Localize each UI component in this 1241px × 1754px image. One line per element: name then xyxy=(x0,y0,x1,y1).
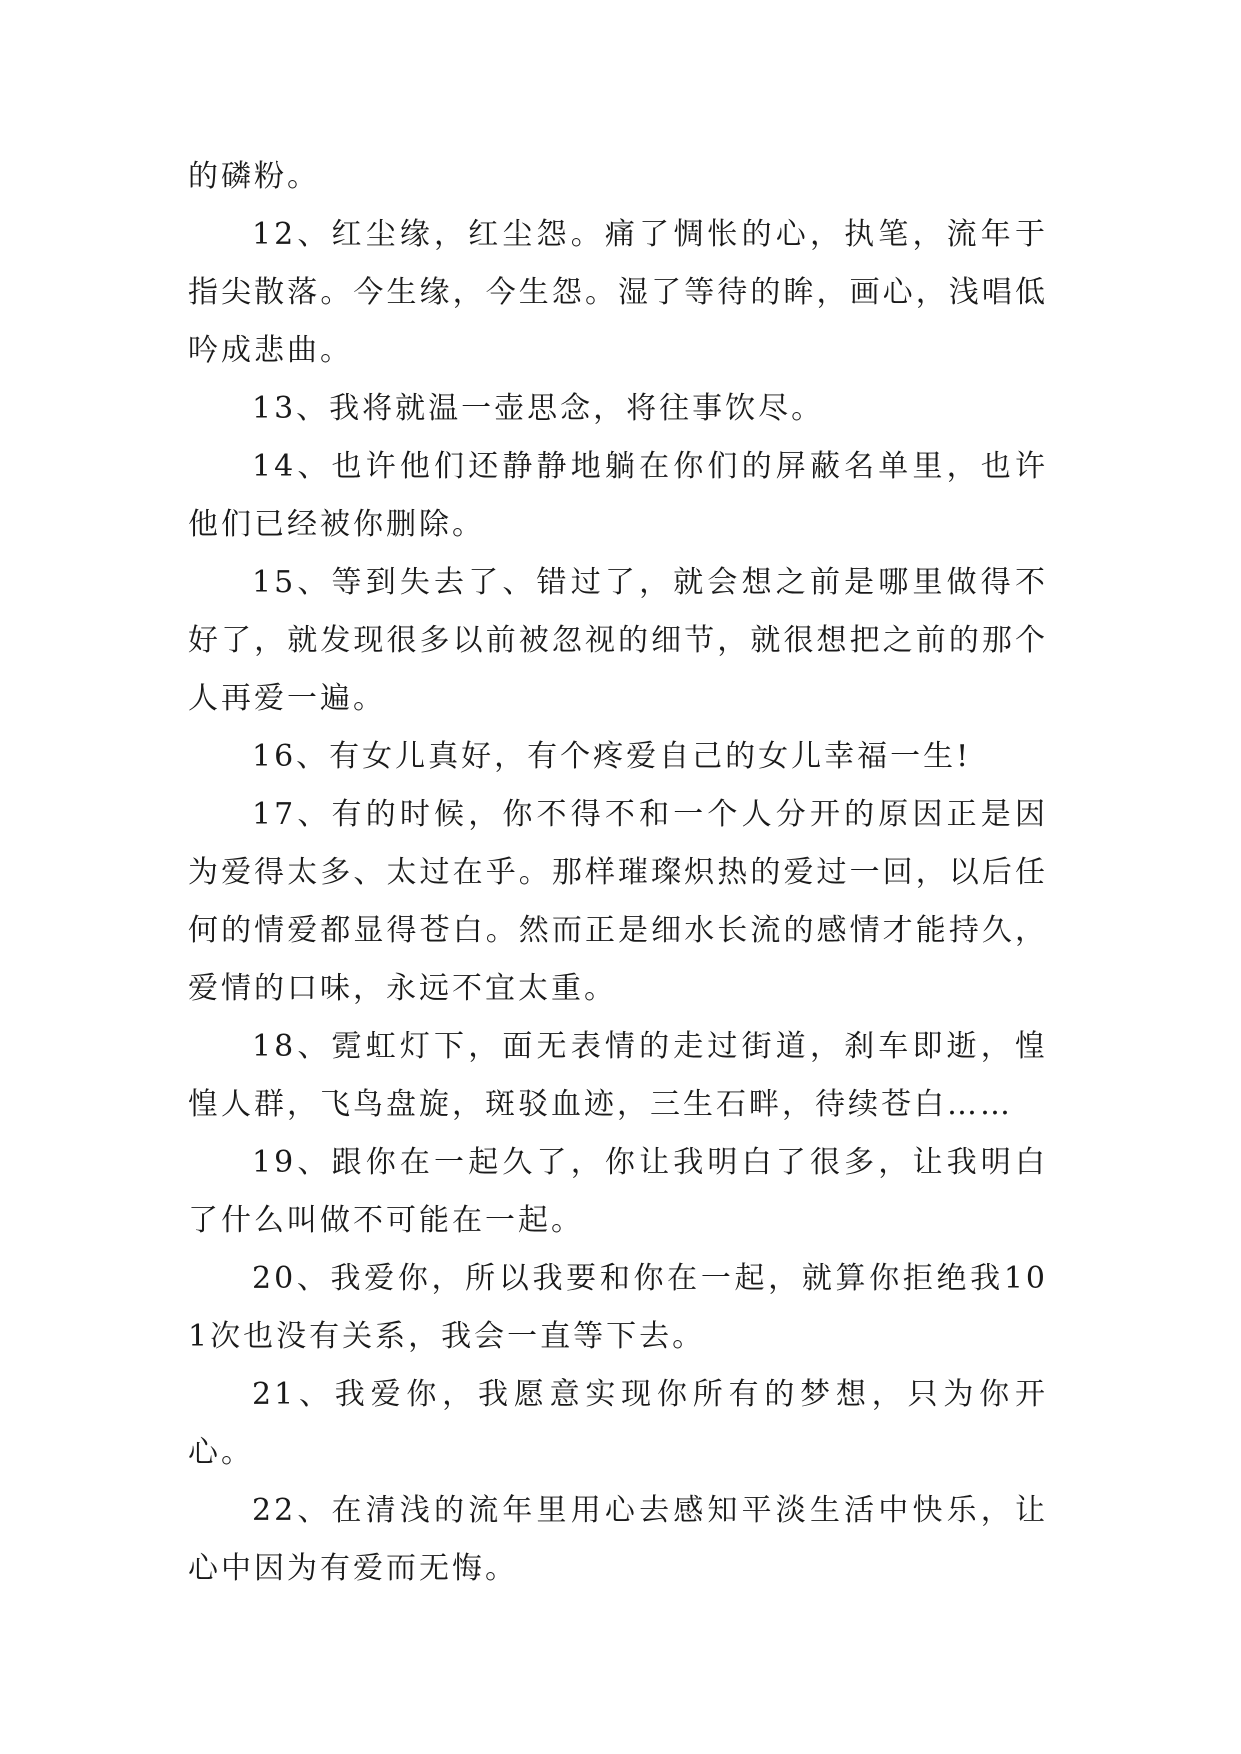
paragraph-item-19: 19、跟你在一起久了，你让我明白了很多，让我明白了什么叫做不可能在一起。 xyxy=(188,1145,1048,1238)
paragraph-item-18: 18、霓虹灯下，面无表情的走过街道，刹车即逝，惶惶人群，飞鸟盘旋，斑驳血迹，三生石畔，待续苍白…… xyxy=(188,1029,1048,1122)
paragraph-item-14: 14、也许他们还静静地躺在你们的屏蔽名单里，也许他们已经被你删除。 xyxy=(188,449,1048,542)
paragraph-item-17: 17、有的时候，你不得不和一个人分开的原因正是因为爱得太多、太过在乎。那样璀璨炽热的爱过一回，以后任何的情爱都显得苍白。然而正是细水长流的感情才能持久，爱情的口味，永远不宜太重。 xyxy=(188,797,1048,1006)
paragraph-item-20: 20、我爱你，所以我要和你在一起，就算你拒绝我101次也没有关系，我会一直等下去。 xyxy=(188,1261,1048,1354)
paragraph-item-16: 16、有女儿真好，有个疼爱自己的女儿幸福一生! xyxy=(252,739,972,774)
paragraph-item-12: 12、红尘缘，红尘怨。痛了惆怅的心，执笔，流年于指尖散落。今生缘，今生怨。湿了等待的眸，画心，浅唱低吟成悲曲。 xyxy=(188,217,1048,368)
document-body xyxy=(188,148,1048,1598)
paragraph-item-15: 15、等到失去了、错过了，就会想之前是哪里做得不好了，就发现很多以前被忽视的细节，就很想把之前的那个人再爱一遍。 xyxy=(188,565,1048,716)
paragraph-item-13: 13、我将就温一壶思念，将往事饮尽。 xyxy=(252,391,825,426)
paragraph-item-21: 21、我爱你，我愿意实现你所有的梦想，只为你开心。 xyxy=(188,1377,1048,1470)
paragraph-item-22: 22、在清浅的流年里用心去感知平淡生活中快乐，让心中因为有爱而无悔。 xyxy=(188,1493,1048,1586)
paragraph-continuation: 的磷粉。 xyxy=(188,159,320,194)
